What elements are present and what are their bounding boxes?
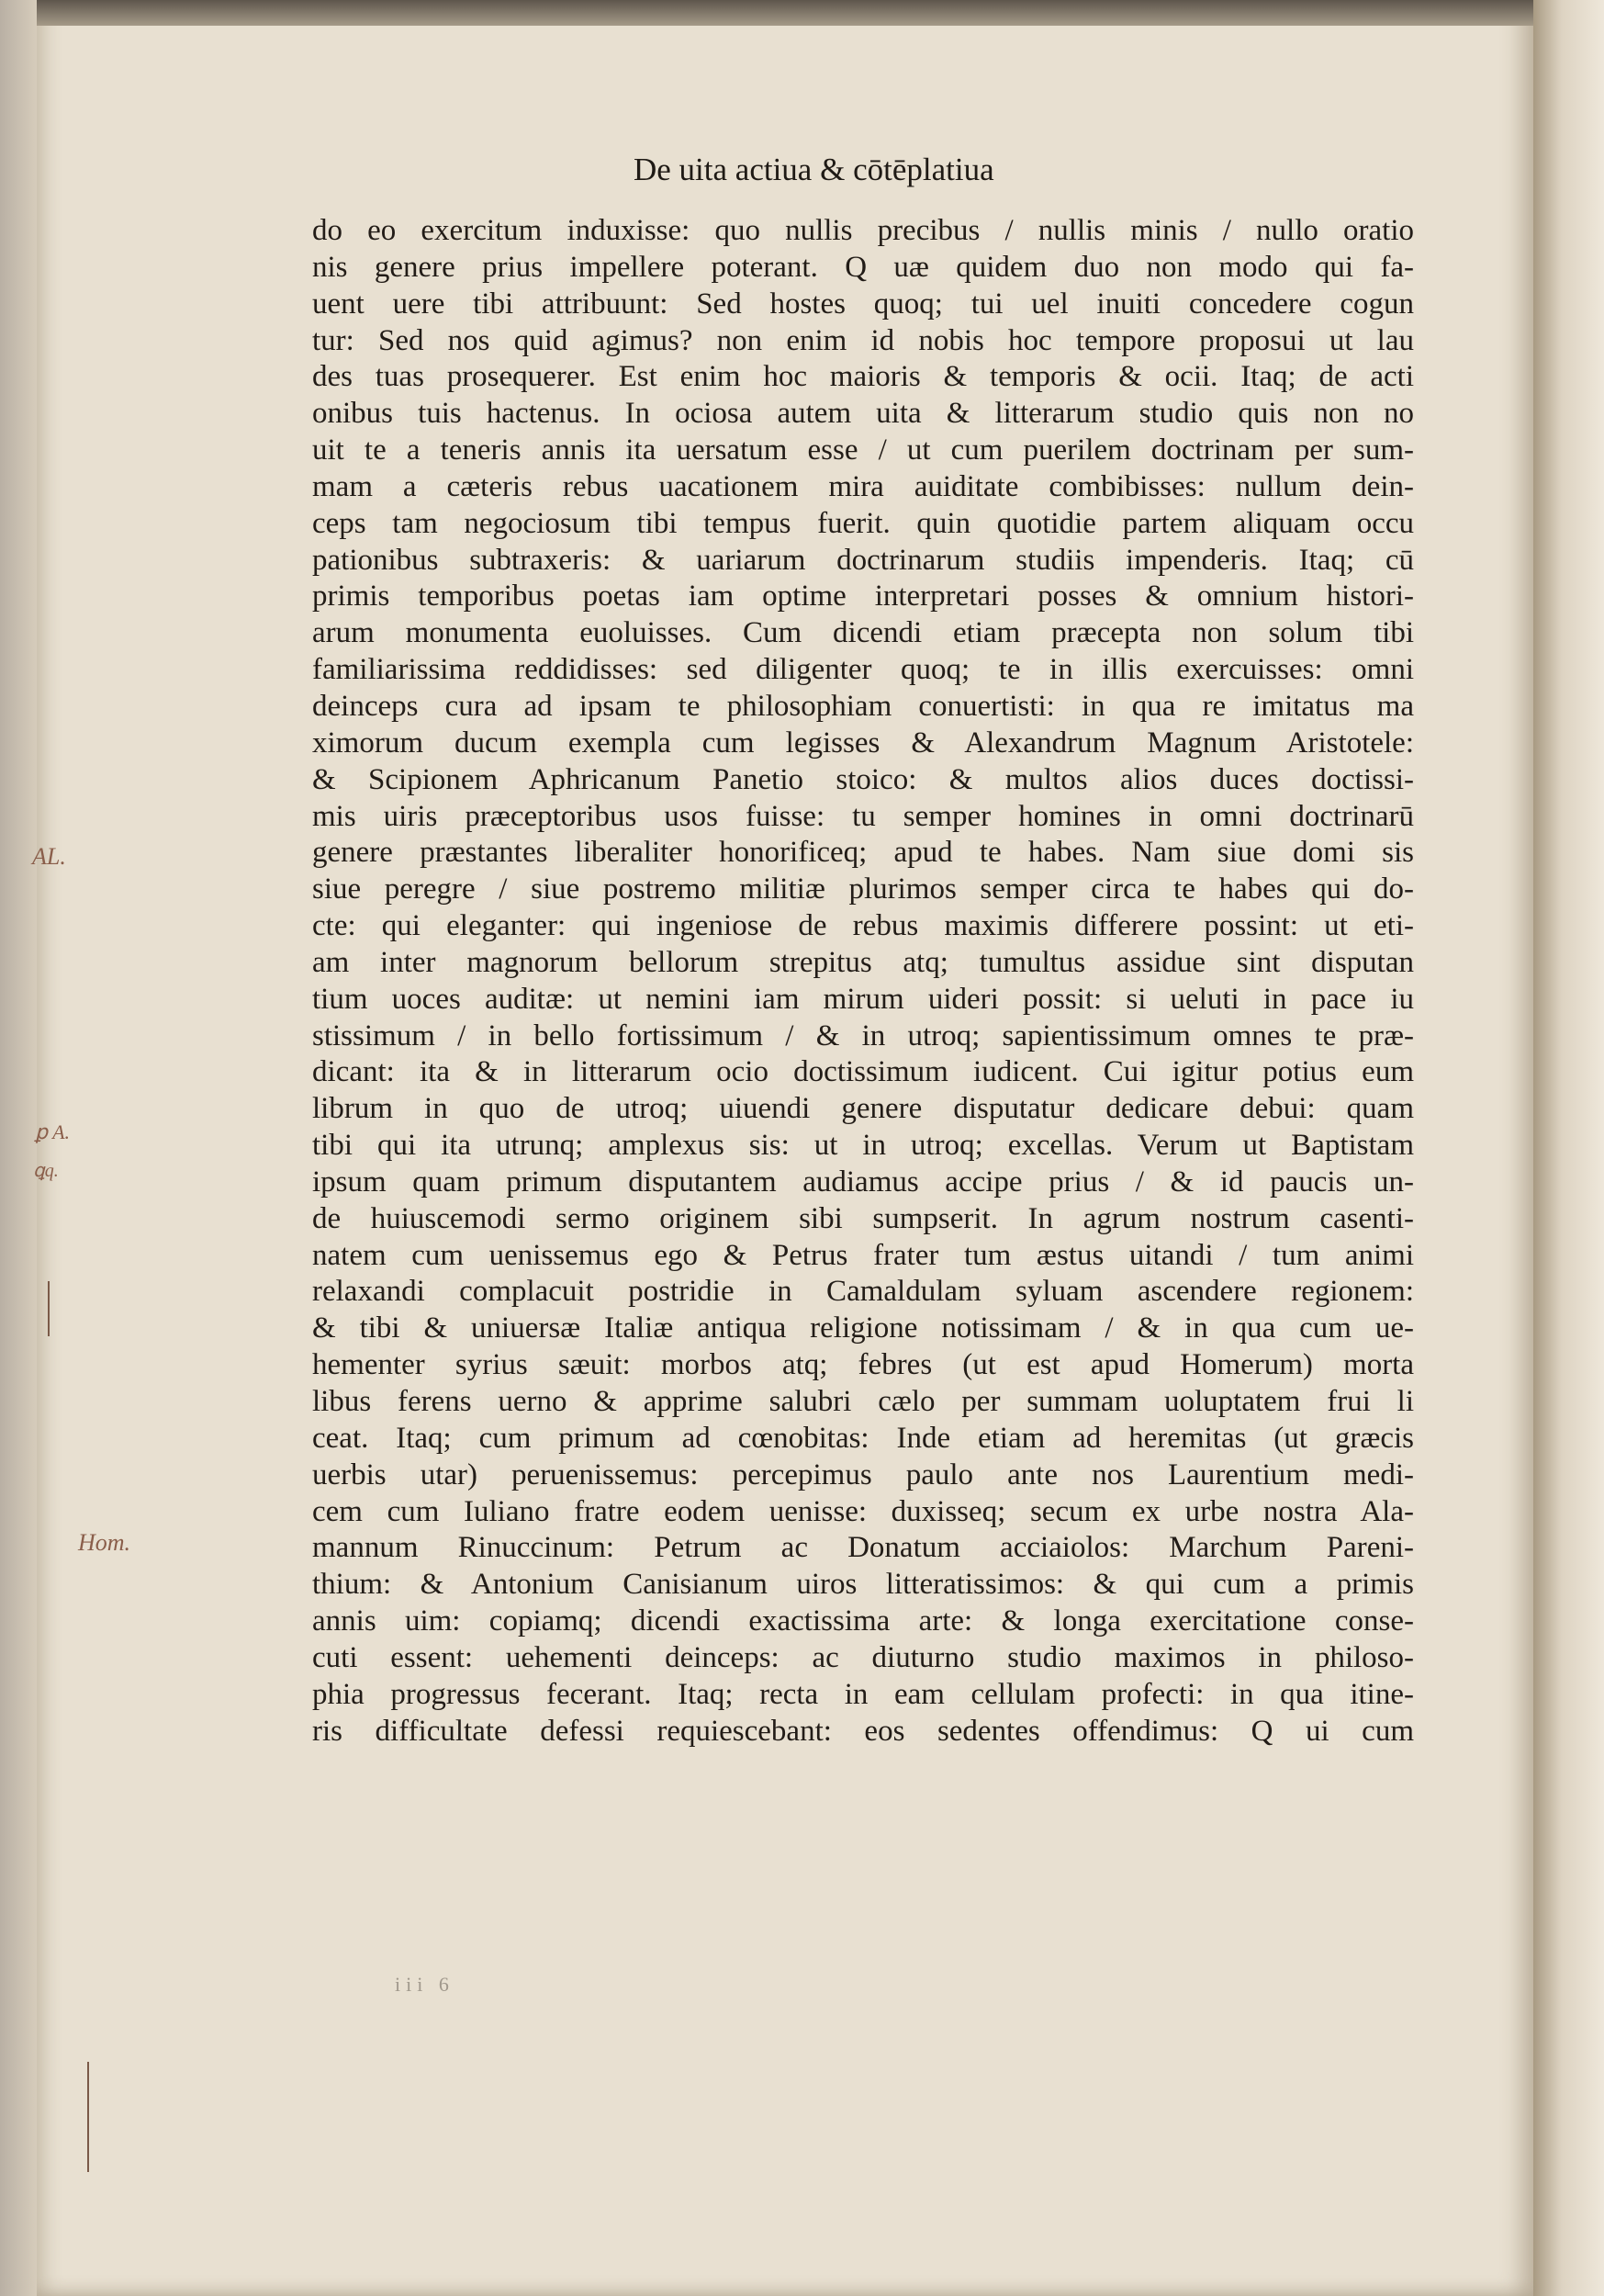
text-line: phia progressus fecerant. Itaq; recta in eam cellulam profecti: in qua itine-	[312, 1677, 1414, 1711]
text-line: de huiuscemodi sermo originem sibi sumpserit. In agrum nostrum casenti-	[312, 1201, 1414, 1235]
text-line: tium uoces auditæ: ut nemini iam mirum uideri possit: si ueluti in pace iu	[312, 982, 1414, 1016]
text-line: uerbis utar) peruenissemus: percepimus paulo ante nos Laurentium medi-	[312, 1458, 1414, 1491]
text-line: uent uere tibi attribuunt: Sed hostes quoq; tui uel inuiti concedere cogun	[312, 287, 1414, 321]
margin-note-al: AL.	[32, 843, 66, 870]
text-line: cem cum Iuliano fratre eodem uenisse: duxisseq; secum ex urbe nostra Ala-	[312, 1494, 1414, 1528]
text-line: thium: & Antonium Canisianum uiros litteratissimos: & qui cum a primis	[312, 1568, 1414, 1602]
text-line: ceat. Itaq; cum primum ad cœnobitas: Inde etiam ad heremitas (ut græcis	[312, 1421, 1414, 1455]
text-line: cte: qui eleganter: qui ingeniose de rebus maximis differere possint: ut eti-	[312, 909, 1414, 943]
margin-note-hom: Hom.	[78, 1529, 131, 1556]
text-line: onibus tuis hactenus. In ociosa autem uita & litterarum studio quis non no	[312, 397, 1414, 431]
text-line: mannum Rinuccinum: Petrum ac Donatum acciaiolos: Marchum Pareni-	[312, 1531, 1414, 1565]
text-line: hementer syrius sæuit: morbos atq; febres (ut est apud Homerum) morta	[312, 1348, 1414, 1382]
signature-mark: iii 6	[395, 1973, 454, 1996]
text-line: mis uiris præceptoribus usos fuisse: tu semper homines in omni doctrinarū	[312, 799, 1414, 833]
text-line: do eo exercitum induxisse: quo nullis precibus / nullis minis / nullo oratio	[312, 214, 1414, 247]
text-line: & Scipionem Aphricanum Panetio stoico: & multos alios duces doctissi-	[312, 762, 1414, 796]
running-header: De uita actiua & cōtēplatiua	[634, 152, 994, 187]
text-line: des tuas prosequerer. Est enim hoc maioris & temporis & ocii. Itaq; de acti	[312, 360, 1414, 394]
margin-bracket-mark-lower	[87, 2062, 89, 2172]
text-line: arum monumenta euoluisses. Cum dicendi etiam præcepta non solum tibi	[312, 616, 1414, 650]
text-line: cuti essent: uehementi deinceps: ac diuturno studio maximos in philoso-	[312, 1640, 1414, 1674]
text-line: pationibus subtraxeris: & uariarum doctrinarum studiis impenderis. Itaq; cū	[312, 543, 1414, 577]
margin-bracket-mark	[48, 1281, 50, 1336]
text-line: ceps tam negociosum tibi tempus fuerit. quin quotidie partem aliquam occu	[312, 506, 1414, 540]
right-page-edge	[1533, 0, 1604, 2296]
text-line: libus ferens uerno & apprime salubri cælo per summam uoluptatem frui li	[312, 1385, 1414, 1418]
text-line: ximorum ducum exempla cum legisses & Alexandrum Magnum Aristotele:	[312, 726, 1414, 760]
text-line: & tibi & uniuersæ Italiæ antiqua religione notissimam / & in qua cum ue-	[312, 1311, 1414, 1345]
text-line: annis uim: copiamq; dicendi exactissima arte: & longa exercitatione conse-	[312, 1604, 1414, 1638]
text-line: nis genere prius impellere poterant. Q uæ quidem duo non modo qui fa-	[312, 250, 1414, 284]
text-line: uit te a teneris annis ita uersatum esse / ut cum puerilem doctrinam per sum-	[312, 433, 1414, 467]
text-line: mam a cæteris rebus uacationem mira auiditate combibisses: nullum dein-	[312, 469, 1414, 503]
text-line: ipsum quam primum disputantem audiamus accipe prius / & id paucis un-	[312, 1165, 1414, 1199]
text-line: tur: Sed nos quid agimus? non enim id nobis hoc tempore proposui ut lau	[312, 323, 1414, 357]
text-line: siue peregre / siue postremo militiæ plurimos semper circa te habes qui do-	[312, 872, 1414, 906]
text-line: am inter magnorum bellorum strepitus atq; tumultus assidue sint disputan	[312, 945, 1414, 979]
text-line: dicant: ita & in litterarum ocio doctissimum iudicent. Cui igitur potius eum	[312, 1055, 1414, 1089]
margin-note-b: ꝗq.	[33, 1161, 59, 1181]
text-line: deinceps cura ad ipsam te philosophiam conuertisti: in qua re imitatus ma	[312, 689, 1414, 723]
margin-note-a: ꝑ A.	[35, 1120, 71, 1143]
text-line: familiarissima reddidisses: sed diligenter quoq; te in illis exercuisses: omni	[312, 653, 1414, 687]
text-line: librum in quo de utroq; uiuendi genere disputatur dedicare debui: quam	[312, 1092, 1414, 1126]
left-page-edge	[0, 0, 37, 2296]
top-shadow	[37, 0, 1533, 26]
text-line: tibi qui ita utrunq; amplexus sis: ut in utroq; excellas. Verum ut Baptistam	[312, 1129, 1414, 1163]
text-line: relaxandi complacuit postridie in Camaldulam syluam ascendere regionem:	[312, 1275, 1414, 1309]
text-line: natem cum uenissemus ego & Petrus frater tum æstus uitandi / tum animi	[312, 1238, 1414, 1272]
body-text	[312, 213, 1414, 1750]
text-line: stissimum / in bello fortissimum / & in utroq; sapientissimum omnes te præ-	[312, 1019, 1414, 1052]
text-line: genere præstantes liberaliter honorificeq; apud te habes. Nam siue domi sis	[312, 836, 1414, 870]
text-line: ris difficultate defessi requiescebant: eos sedentes offendimus: Q ui cum	[312, 1714, 1414, 1748]
text-line: primis temporibus poetas iam optime interpretari posses & omnium histori-	[312, 580, 1414, 613]
